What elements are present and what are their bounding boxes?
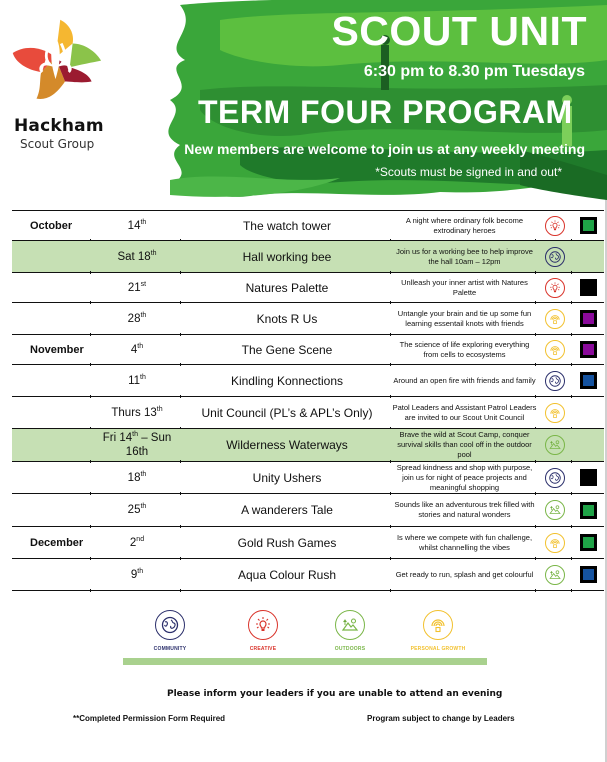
badge-cell [573,429,603,461]
badge-cell [573,273,603,302]
activity-title: Unit Council (PL’s & APL’s Only) [201,405,373,420]
hackham-logo [8,15,103,110]
date-label: Fri 14th – Sun 16th [102,431,172,458]
activity-description-cell [392,462,537,493]
sign-in-note: *Scouts must be signed in and out* [375,165,562,179]
date-label: 14th [127,218,147,232]
legend-item-outdoors [320,610,380,652]
date-cell [92,397,182,428]
meeting-time: 6:30 pm to 8.30 pm Tuesdays [363,63,585,80]
category-cell [537,303,573,334]
badge-square [580,279,597,296]
outdoors-mountain-icon [335,610,365,640]
program-row [12,211,604,241]
program-row [12,365,604,397]
badge-square [580,310,597,327]
activity-title: The watch tower [242,218,332,233]
activity-title-cell [182,462,392,493]
legend-label: COMMUNITY [153,646,187,652]
program-row [12,273,604,303]
month-cell [12,462,92,493]
activity-title: Unity Ushers [252,470,322,485]
activity-title: Kindling Konnections [230,373,344,388]
month-label: December [30,536,84,549]
activity-title-cell [182,494,392,526]
activity-title-cell [182,241,392,272]
month-cell [12,303,92,334]
program-row [12,335,604,365]
category-cell [537,241,573,272]
category-cell [537,527,573,558]
category-cell [537,494,573,526]
category-cell [537,559,573,590]
activity-description: The science of life exploring everything from cells to ecosystems [399,339,530,359]
program-row [12,559,604,591]
date-label: 21st [127,280,147,294]
activity-description-cell [392,211,537,240]
date-label: Thurs 13th [111,405,163,419]
category-cell [537,429,573,461]
date-cell [92,494,182,526]
activity-description: Brave the wild at Scout Camp, conquer survival skills than cool off in the outdoor pool [397,430,532,459]
activity-description: Untangle your brain and tie up some fun learning essentail knots with friends [397,308,532,328]
date-cell [92,429,182,461]
month-cell [12,494,92,526]
date-label: 2nd [129,535,145,549]
activity-title-cell [182,527,392,558]
badge-cell [573,527,603,558]
activity-title-cell [182,365,392,396]
activity-title: Gold Rush Games [237,535,337,550]
column-tick [535,589,536,592]
activity-title-cell [182,397,392,428]
activity-description-cell [392,303,537,334]
column-tick [180,589,181,592]
date-cell [92,303,182,334]
category-cell [537,397,573,428]
outdoors-mountain-icon [545,435,565,455]
badge-square [580,534,597,551]
month-cell [12,527,92,558]
activity-title: Wilderness Waterways [226,438,348,452]
activity-title: Hall working bee [242,249,332,264]
category-cell [537,335,573,364]
month-cell [12,335,92,364]
category-cell [537,273,573,302]
org-name: Hackham [14,116,104,136]
community-globe-icon [545,247,565,267]
date-label: 28th [127,311,147,325]
permission-note: **Completed Permission Form Required [73,714,226,723]
activity-title-cell [182,273,392,302]
program-row [12,462,604,494]
date-label: Sat 18th [117,249,157,263]
category-cell [537,462,573,493]
badge-cell [573,303,603,334]
program-heading: TERM FOUR PROGRAM [198,94,573,130]
month-cell [12,241,92,272]
activity-description-cell [392,365,537,396]
creative-lightbulb-icon [545,216,565,236]
community-globe-icon [545,371,565,391]
badge-cell [573,241,603,272]
date-cell [92,273,182,302]
badge-cell [573,365,603,396]
activity-title: Natures Palette [245,280,329,295]
outdoors-mountain-icon [545,565,565,585]
date-cell [92,211,182,240]
legend-item-creative [233,610,293,652]
creative-lightbulb-icon [545,278,565,298]
activity-description: Unlleash your inner artist with Natures Palette [401,277,528,297]
org-subtitle: Scout Group [20,137,95,151]
activity-description-cell [392,273,537,302]
activity-title: The Gene Scene [241,342,333,357]
activity-description-cell [392,335,537,364]
personal-growth-signal-icon [545,340,565,360]
personal-growth-signal-icon [545,309,565,329]
date-label: 25th [127,503,147,516]
activity-description-cell [392,241,537,272]
badge-square [580,372,597,389]
badge-cell [573,397,603,428]
badge-cell [573,335,603,364]
activity-title-cell [182,429,392,461]
activity-description: Spread kindness and shop with purpose, join us for night of peace projects and meaningful shopping [396,462,533,492]
month-label: October [30,219,73,232]
activity-description-cell [392,429,537,461]
column-tick [90,589,91,592]
welcome-message: New members are welcome to join us at any weekly meeting [184,141,585,157]
activity-title-cell [182,211,392,240]
personal-growth-signal-icon [545,533,565,553]
badge-cell [573,559,603,590]
activity-title-cell [182,559,392,590]
date-label: 18th [127,470,147,484]
legend-item-personal-growth [408,610,468,652]
community-globe-icon [155,610,185,640]
activity-description-cell [392,559,537,590]
badge-square [580,469,597,486]
program-row [12,494,604,527]
badge-square [580,566,597,583]
activity-description: Is where we compete with fun challenge, whilst channelling the vibes [396,532,533,552]
change-note: Program subject to change by Leaders [367,714,515,723]
badge-square [580,502,597,519]
legend-item-community [140,610,200,652]
activity-title: Aqua Colour Rush [237,567,337,582]
legend-divider [123,658,487,665]
month-cell [12,365,92,396]
date-cell [92,462,182,493]
activity-description: A night where ordinary folk become extrodinary heroes [405,215,524,235]
category-cell [537,365,573,396]
creative-lightbulb-icon [248,610,278,640]
legend-label: CREATIVE [249,646,277,652]
badge-square [580,217,597,234]
badge-cell [573,494,603,526]
page-title: SCOUT UNIT [331,8,587,54]
badge-square [580,341,597,358]
badge-cell [573,462,603,493]
program-row [12,241,604,273]
category-cell [537,211,573,240]
program-row [12,397,604,429]
community-globe-icon [545,468,565,488]
activity-title-cell [182,335,392,364]
legend-label: PERSONAL GROWTH [410,646,466,652]
date-cell [92,527,182,558]
activity-description-cell [392,494,537,526]
program-row [12,527,604,559]
column-tick [390,589,391,592]
activity-description-cell [392,527,537,558]
date-label: 9th [130,567,144,581]
activity-title: A wanderers Tale [241,503,333,517]
month-label: November [30,343,84,356]
date-cell [92,335,182,364]
date-cell [92,365,182,396]
program-table [12,210,604,591]
badge-cell [573,211,603,240]
program-row [12,303,604,335]
month-cell [12,273,92,302]
activity-description: Join us for a working bee to help improve the hall 10am – 12pm [396,246,533,266]
activity-description-cell [392,397,537,428]
activity-description: Around an open fire with friends and family [393,375,536,385]
month-cell [12,397,92,428]
category-legend [140,610,490,655]
activity-description: Get ready to run, splash and get colourful [395,569,534,579]
date-label: 4th [130,342,144,356]
activity-title-cell [182,303,392,334]
attendance-notice: Please inform your leaders if you are unable to attend an evening [167,689,503,699]
column-tick [571,589,572,592]
month-cell [12,211,92,240]
personal-growth-signal-icon [545,403,565,423]
date-cell [92,241,182,272]
personal-growth-signal-icon [423,610,453,640]
legend-label: OUTDOORS [334,646,366,652]
outdoors-mountain-icon [545,500,565,520]
date-label: 11th [128,373,146,387]
date-cell [92,559,182,590]
month-cell [12,429,92,461]
month-cell [12,559,92,590]
activity-description: Sounds like an adventurous trek filled with stories and natural wonders [394,500,535,519]
activity-description: Patol Leaders and Assistant Patrol Leaders are invited to our Scout Unit Council [392,402,537,422]
program-row [12,429,604,462]
activity-title: Knots R Us [256,311,318,326]
